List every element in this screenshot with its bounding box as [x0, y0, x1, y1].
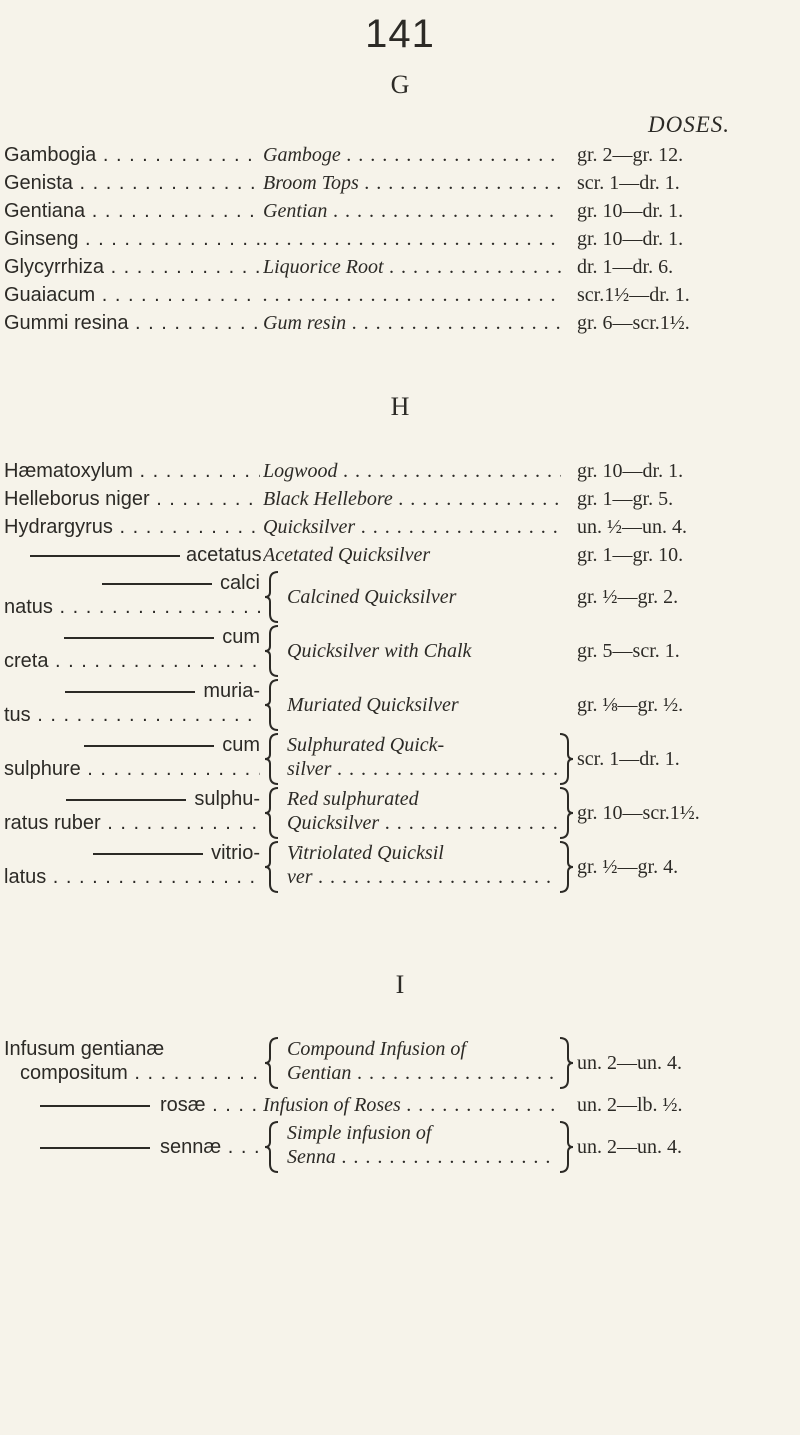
dose-range: gr. 10—dr. 1. — [577, 460, 684, 482]
latin-name-continuation: latus . . . — [4, 864, 260, 890]
brace-icon — [264, 1120, 282, 1174]
table-row — [0, 168, 800, 198]
table-row — [0, 732, 800, 786]
latin-name: Infusum gentianæ — [4, 1038, 165, 1060]
english-name: Acetated Quicksilver — [263, 544, 431, 566]
ditto-dash — [40, 1147, 150, 1149]
brace-icon — [264, 624, 282, 678]
ditto-dash — [66, 799, 186, 801]
english-name: Sulphurated Quick- — [287, 734, 445, 756]
latin-name: Genista . . . — [4, 168, 260, 198]
latin-name-part — [4, 786, 260, 812]
dose-range: gr. 5—scr. 1. — [577, 640, 680, 662]
latin-name: Gentiana . . . — [4, 196, 260, 226]
ditto-dash — [40, 1105, 150, 1107]
brace-icon — [264, 840, 282, 894]
table-row — [0, 678, 800, 732]
latin-name-suffix: cum — [222, 626, 260, 648]
brace-icon — [264, 678, 282, 732]
english-name: Black Hellebore . . . — [263, 484, 561, 514]
latin-name-continuation: sulphure . . . — [4, 756, 260, 782]
latin-name-suffix: sulphu- — [194, 788, 260, 810]
table-row — [0, 224, 800, 254]
table-row — [0, 140, 800, 170]
dose-range: gr. 10—scr.1½. — [577, 802, 700, 824]
dose-range: gr. 2—gr. 12. — [577, 144, 684, 166]
brace-icon — [556, 732, 574, 786]
dose-range: gr. ½—gr. 2. — [577, 586, 679, 608]
english-name: Infusion of Roses . . . — [263, 1090, 561, 1120]
english-name: Vitriolated Quicksil — [287, 842, 444, 864]
latin-name-part — [4, 570, 260, 596]
dose-range: gr. 1—gr. 10. — [577, 544, 684, 566]
brace-icon — [264, 786, 282, 840]
latin-name-part — [4, 732, 260, 758]
latin-name: Gambogia . . . — [4, 140, 260, 170]
dose-range: un. 2—un. 4. — [577, 1052, 682, 1074]
dose-range: un. 2—un. 4. — [577, 1136, 682, 1158]
table-row — [0, 484, 800, 514]
english-name-continuation: silver . . . — [287, 756, 557, 782]
english-name: Compound Infusion of — [287, 1038, 466, 1060]
english-name-continuation: ver . . . — [287, 864, 557, 890]
brace-icon — [264, 570, 282, 624]
latin-name: Guaiacum . . . — [4, 280, 260, 310]
table-row — [0, 196, 800, 226]
latin-name: Ginseng . . . — [4, 224, 260, 254]
dose-range: gr. 10—dr. 1. — [577, 200, 684, 222]
brace-icon — [556, 1036, 574, 1090]
table-row — [0, 570, 800, 624]
english-name-continuation: Gentian . . . — [287, 1060, 557, 1086]
dose-range: dr. 1—dr. 6. — [577, 256, 674, 278]
table-row — [0, 540, 800, 570]
latin-name-suffix: muria- — [203, 680, 260, 702]
latin-name-continuation: compositum . . . — [20, 1060, 260, 1086]
dose-range: scr. 1—dr. 1. — [577, 748, 680, 770]
dose-range: gr. ⅛—gr. ½. — [577, 694, 684, 716]
latin-name-continuation: ratus ruber . . . — [4, 810, 260, 836]
english-name: Gum resin . . . — [263, 308, 561, 338]
dose-range: gr. 10—dr. 1. — [577, 228, 684, 250]
ditto-dash — [64, 637, 214, 639]
section-letter-h: H — [390, 392, 410, 421]
table-row — [0, 624, 800, 678]
table-row — [0, 252, 800, 282]
table-row — [0, 280, 800, 310]
latin-name-part — [4, 624, 260, 650]
english-name: Gamboge . . . — [263, 140, 561, 170]
brace-icon — [556, 840, 574, 894]
english-name: Logwood . . . — [263, 456, 561, 486]
table-row — [0, 840, 800, 894]
english-name: Red sulphurated — [287, 788, 419, 810]
latin-name-suffix: calci — [219, 572, 260, 594]
page-number: 141 — [365, 12, 435, 56]
dose-range: un. ½—un. 4. — [577, 516, 687, 538]
table-row — [0, 308, 800, 338]
brace-icon — [556, 786, 574, 840]
table-row — [0, 1036, 800, 1090]
doses-heading: DOSES. — [648, 112, 731, 137]
english-name — [263, 280, 561, 310]
english-name: Liquorice Root . . . — [263, 252, 561, 282]
english-name: Calcined Quicksilver — [287, 586, 457, 608]
latin-name: Gummi resina . . . — [4, 308, 260, 338]
english-name-continuation: Senna . . . — [287, 1144, 557, 1170]
brace-icon — [264, 732, 282, 786]
section-letter-i: I — [395, 970, 405, 999]
latin-name: sennæ . . . — [160, 1132, 260, 1162]
dose-range: gr. 1—gr. 5. — [577, 488, 674, 510]
ditto-dash — [102, 583, 212, 585]
table-row — [0, 786, 800, 840]
ditto-dash — [93, 853, 203, 855]
english-name: Quicksilver with Chalk — [287, 640, 472, 662]
dose-range: un. 2—lb. ½. — [577, 1094, 683, 1116]
english-name — [263, 224, 561, 254]
brace-icon — [556, 1120, 574, 1174]
english-name: Quicksilver . . . — [263, 512, 561, 542]
latin-name-continuation: natus . . . — [4, 594, 260, 620]
latin-name: rosæ . . . — [160, 1090, 260, 1120]
table-row — [0, 1120, 800, 1174]
latin-name-continuation: tus . . . — [4, 702, 260, 728]
latin-name: Glycyrrhiza . . . — [4, 252, 260, 282]
section-letter-g: G — [390, 70, 410, 99]
dose-range: scr.1½—dr. 1. — [577, 284, 690, 306]
english-name: Broom Tops . . . — [263, 168, 561, 198]
table-row — [0, 456, 800, 486]
ditto-dash — [84, 745, 214, 747]
ditto-dash — [65, 691, 195, 693]
latin-name-continuation: creta . . . — [4, 648, 260, 674]
dose-range: gr. 6—scr.1½. — [577, 312, 690, 334]
latin-name: acetatus — [186, 544, 262, 566]
latin-name-part — [4, 678, 260, 704]
table-row — [0, 1090, 800, 1120]
latin-name-suffix: cum — [222, 734, 260, 756]
dose-range: scr. 1—dr. 1. — [577, 172, 680, 194]
latin-name: Helleborus niger . . . — [4, 484, 260, 514]
dose-range: gr. ½—gr. 4. — [577, 856, 679, 878]
latin-name-suffix: vitrio- — [211, 842, 260, 864]
table-row — [0, 512, 800, 542]
english-name-continuation: Quicksilver . . . — [287, 810, 557, 836]
latin-name: Hæmatoxylum . . . — [4, 456, 260, 486]
latin-name-part — [4, 840, 260, 866]
english-name: Simple infusion of — [287, 1122, 432, 1144]
brace-icon — [264, 1036, 282, 1090]
english-name: Muriated Quicksilver — [287, 694, 459, 716]
ditto-dash — [30, 555, 180, 557]
english-name: Gentian . . . — [263, 196, 561, 226]
latin-name: Hydrargyrus . . . — [4, 512, 260, 542]
